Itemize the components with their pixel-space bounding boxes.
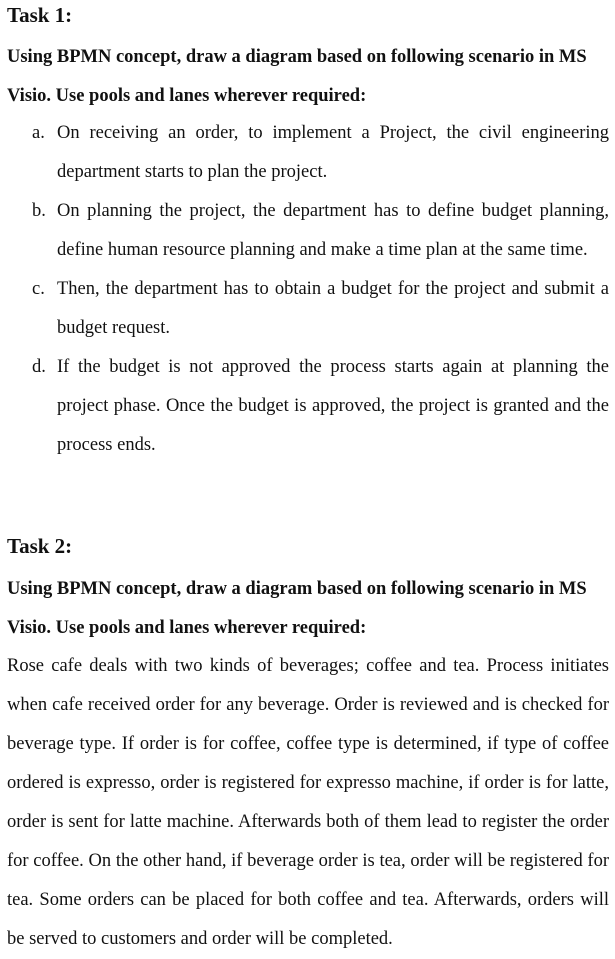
item-text: On receiving an order, to implement a Project, the civil engineering department starts to plan the project.: [57, 123, 609, 182]
item-label: a.: [32, 123, 45, 143]
list-item: [0, 348, 615, 465]
list-item: [0, 114, 615, 192]
task1-items-list: [0, 114, 615, 465]
item-text: Then, the department has to obtain a budget for the project and submit a budget request.: [57, 279, 609, 338]
list-item: [0, 270, 615, 348]
task1-instruction: Using BPMN concept, draw a diagram based on following scenario in MS Visio. Use pools and lanes wherever required:: [7, 47, 587, 106]
task1-title: Task 1:: [7, 3, 73, 27]
task2-title: Task 2:: [7, 534, 73, 558]
item-label: d.: [32, 357, 46, 377]
task2-paragraph: Rose cafe deals with two kinds of beverages; coffee and tea. Process initiates when cafe received order for any beverage. Order is reviewed and is checked for beverage type. If order is for coffee, coffee type is determined, if type of coffee ordered is expresso, order is registered for expresso machine, if order is for latte, order is sent for latte machine. Afterwards both of them lead to register the order for coffee. On the other hand, if beverage order is tea, order will be registered for tea. Some orders can be placed for both coffee and tea. Afterwards, orders will be served to customers and order will be completed.: [7, 656, 609, 949]
item-label: b.: [32, 201, 46, 221]
item-text: On planning the project, the department has to define budget planning, define human resource planning and make a time plan at the same time.: [57, 201, 609, 260]
list-item: [0, 192, 615, 270]
task2-instruction: Using BPMN concept, draw a diagram based on following scenario in MS Visio. Use pools and lanes wherever required:: [7, 579, 587, 638]
item-label: c.: [32, 279, 45, 299]
item-text: If the budget is not approved the process starts again at planning the project phase. Once the budget is approved, the project is granted and the process ends.: [57, 357, 609, 455]
